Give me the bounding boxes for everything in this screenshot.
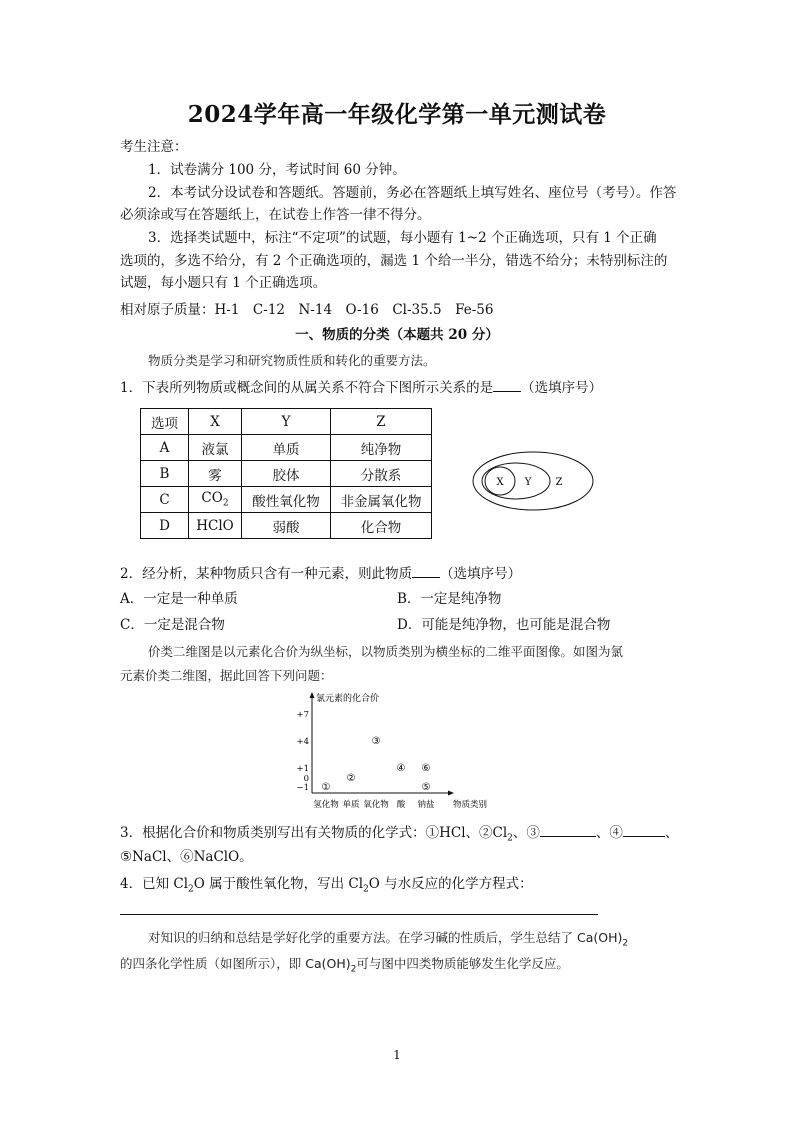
chart-point-label: ③ (371, 736, 381, 747)
chart-point-label: ⑤ (421, 782, 431, 793)
x-axis-arrow (448, 791, 454, 796)
note-3a: 3．选择类试题中，标注“不定项”的试题，每小题有 1~2 个正确选项，只有 1 个正确 (148, 230, 657, 246)
intro-3-text-a: 对知识的归纳和总结是学好化学的重要方法。在学习碱的性质后，学生总结了 Ca(OH) (148, 930, 623, 945)
x-tick-label: 氧化物 (363, 800, 389, 810)
question-4 (120, 874, 533, 900)
answer-line-4[interactable] (120, 914, 598, 915)
question-1-table (140, 408, 432, 539)
table-row (141, 487, 432, 513)
table-header-cell: 选项 (141, 409, 189, 435)
question-2-option-a: A．一定是一种单质 (120, 591, 238, 607)
question-2-hint: （选填序号） (440, 566, 522, 582)
table-cell: D (141, 513, 189, 539)
intro-3-a (148, 928, 628, 954)
question-2-text: 2．经分析，某种物质只含有一种元素，则此物质 (120, 566, 413, 582)
note-2a: 2．本考试分设试卷和答题纸。答题前，务必在答题纸上填写姓名、座位号（考号）。作答 (148, 185, 677, 201)
table-cell: A (141, 435, 189, 461)
valence-intro-b: 元素价类二维图，据此回答下列问题： (120, 668, 333, 683)
table-cell: 化合物 (331, 513, 432, 539)
note-3b: 选项的，多选不给分，有 2 个正确选项的，漏选 1 个给一半分，错选不给分；未特别标注的 (120, 253, 668, 269)
question-3 (120, 822, 678, 849)
chart-point-label: ⑥ (421, 763, 431, 774)
table-cell: 液氯 (189, 435, 242, 461)
answer-blank-1[interactable] (493, 377, 521, 392)
x-tick-label: 单质 (342, 800, 360, 810)
x-axis-title: 物质类别 (453, 800, 488, 810)
intro-3-text-c: 可与图中四类物质能够发生化学反应。 (356, 956, 569, 971)
co2-subscript: 2 (222, 498, 229, 509)
y-tick-label: +4 (296, 737, 309, 747)
question-4-text-c: O 与水反应的化学方程式： (368, 876, 533, 892)
y-tick-label: −1 (296, 783, 309, 793)
question-4-text-a: 4．已知 Cl (120, 876, 189, 892)
y-axis-arrow (310, 692, 315, 698)
table-row (141, 435, 432, 461)
note-2b: 必须涂或写在答题纸上，在试卷上作答一律不得分。 (120, 207, 431, 223)
table-cell: 雾 (189, 461, 242, 487)
y-axis-title: 氯元素的化合价 (316, 694, 380, 704)
chart-point-label: ④ (396, 763, 406, 774)
table-row (141, 461, 432, 487)
question-2-option-c: C．一定是混合物 (120, 617, 225, 633)
x-tick-label: 酸 (396, 800, 406, 810)
table-row (141, 513, 432, 539)
question-3-text-tail: 、③ (512, 825, 540, 841)
table-cell (189, 487, 242, 513)
question-4-sub-2: 2 (363, 884, 369, 895)
table-cell: 酸性氧化物 (242, 487, 331, 513)
intro-3-sub-a: 2 (622, 938, 629, 949)
question-3-sub: 2 (507, 833, 513, 844)
question-4-sub-1: 2 (188, 884, 194, 895)
intro-3-text-b: 的四条化学性质（如图所示），即 Ca(OH) (120, 956, 351, 971)
venn-y-ellipse (482, 463, 550, 499)
table-cell: 分散系 (331, 461, 432, 487)
table-cell: B (141, 461, 189, 487)
x-tick-label: 氢化物 (313, 800, 339, 810)
answer-blank-4[interactable] (623, 822, 665, 837)
table-cell: 弱酸 (242, 513, 331, 539)
chart-point-label: ① (321, 782, 331, 793)
chart-point-label: ② (346, 773, 356, 784)
question-3-sep-2: 、 (664, 825, 679, 841)
y-tick-label: +7 (296, 710, 309, 720)
y-tick-label: 0 (303, 774, 309, 784)
question-4-text-b: O 属于酸性氧化物，写出 Cl (193, 876, 364, 892)
question-1 (120, 377, 602, 398)
table-header-row (141, 409, 432, 435)
y-tick-label: +1 (296, 764, 309, 774)
question-2-option-b: B．一定是纯净物 (397, 591, 502, 607)
intro-3-sub-b: 2 (350, 964, 357, 975)
table-cell: 胶体 (242, 461, 331, 487)
venn-z-ellipse (473, 452, 593, 510)
question-3-line-2: ⑤NaCl、⑥NaClO。 (120, 849, 253, 865)
table-cell: 单质 (242, 435, 331, 461)
co2-formula: CO (201, 490, 223, 507)
note-3c: 试题，每小题只有 1 个正确选项。 (120, 275, 327, 291)
question-1-hint: （选填序号） (521, 380, 603, 396)
question-1-text: 1．下表所列物质或概念间的从属关系不符合下图所示关系的是 (120, 380, 494, 396)
notes-heading: 考生注意： (120, 139, 188, 155)
table-cell: HClO (189, 513, 242, 539)
valence-chart (280, 690, 510, 812)
table-cell: C (141, 487, 189, 513)
table-cell: 纯净物 (331, 435, 432, 461)
answer-blank-3[interactable] (540, 822, 596, 837)
table-header-cell: Z (331, 409, 432, 435)
section-1-intro: 物质分类是学习和研究物质性质和转化的重要方法。 (148, 353, 436, 368)
atomic-mass: 相对原子质量：H-1 C-12 N-14 O-16 Cl-35.5 Fe-56 (120, 302, 494, 318)
intro-3-b (120, 954, 569, 980)
question-3-sep-1: 、④ (595, 825, 623, 841)
venn-diagram (470, 448, 600, 514)
question-3-text: 3．根据化合价和物质类别写出有关物质的化学式：①HCl、②Cl (120, 825, 508, 841)
x-tick-labels (313, 799, 435, 810)
question-2-option-d: D．可能是纯净物，也可能是混合物 (397, 617, 611, 633)
chart-points (322, 736, 431, 793)
page-title: 2024学年高一年级化学第一单元测试卷 (187, 101, 607, 128)
valence-intro-a: 价类二维图是以元素化合价为纵坐标，以物质类别为横坐标的二维平面图像。如图为氯 (148, 644, 624, 659)
table-header-cell: Y (242, 409, 331, 435)
section-1-heading: 一、物质的分类（本题共 20 分） (295, 327, 499, 343)
note-1: 1．试卷满分 100 分，考试时间 60 分钟。 (148, 162, 406, 178)
page-number: 1 (393, 1048, 401, 1062)
x-tick-label: 钠盐 (417, 800, 435, 810)
question-2 (120, 563, 521, 584)
venn-x-label: X (496, 477, 504, 488)
y-tick-labels (296, 710, 309, 793)
venn-y-label: Y (524, 477, 532, 488)
answer-blank-2[interactable] (412, 563, 440, 578)
venn-z-label: Z (555, 477, 563, 488)
table-cell: 非金属氧化物 (331, 487, 432, 513)
table-header-cell: X (189, 409, 242, 435)
